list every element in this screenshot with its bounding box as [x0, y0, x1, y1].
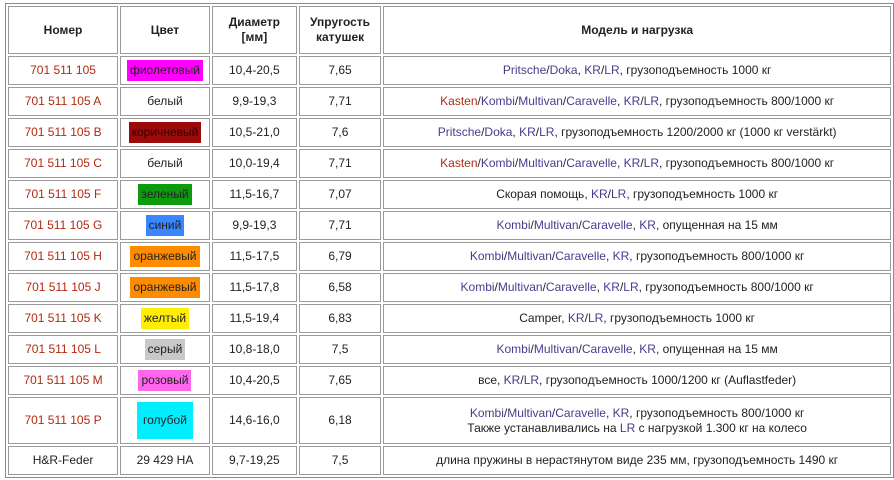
model-text: / [578, 342, 582, 356]
color-swatch: белый [144, 91, 185, 112]
model-link[interactable]: Pritsche [437, 125, 482, 139]
model-link[interactable]: LR [523, 373, 540, 387]
cell-color [120, 366, 210, 395]
cell-elasticity: 6,58 [299, 273, 381, 302]
model-text: / [542, 280, 546, 294]
cell-color [120, 87, 210, 116]
part-number-link[interactable]: 701 511 105 H [24, 249, 102, 263]
cell-elasticity: 7,5 [299, 446, 381, 475]
header-diameter [212, 6, 297, 54]
table-row [8, 304, 891, 333]
cell-number [8, 87, 118, 116]
part-number-link[interactable]: 701 511 105 F [24, 187, 102, 201]
cell-color [120, 304, 210, 333]
model-text: / [584, 311, 588, 325]
table-row [8, 273, 891, 302]
cell-diameter: 9,7-19,25 [212, 446, 297, 475]
cell-number [8, 118, 118, 147]
part-number-link[interactable]: 701 511 105 P [24, 413, 102, 427]
model-text: / [477, 156, 481, 170]
table-row [8, 242, 891, 271]
cell-number [8, 273, 118, 302]
cell-color [120, 180, 210, 209]
model-text: / [551, 405, 556, 420]
color-swatch: фиолетовый [127, 60, 203, 81]
part-number-link[interactable]: 701 511 105 J [25, 280, 101, 294]
color-code: 29 429 HA [136, 453, 194, 467]
model-text: , [596, 280, 604, 294]
model-text: с нагрузкой 1.300 кг на колесо [635, 420, 807, 435]
model-link[interactable]: KR [503, 373, 521, 387]
color-swatch: серый [145, 339, 186, 360]
cell-elasticity: 7,71 [299, 149, 381, 178]
model-text: , грузоподъемность 1200/2000 кг (1000 кг verstärkt) [554, 125, 837, 139]
part-number-link[interactable]: 701 511 105 G [23, 218, 103, 232]
model-text: / [514, 94, 519, 108]
cell-color [120, 118, 210, 147]
model-link[interactable]: Doka [549, 63, 578, 77]
model-link[interactable]: LR [623, 280, 639, 294]
model-link[interactable]: Kombi [469, 405, 504, 420]
cell-diameter: 9,9-19,3 [212, 211, 297, 240]
cell-diameter: 11,5-16,7 [212, 180, 297, 209]
cell-number [8, 211, 118, 240]
header-diameter-line1: Диаметр [228, 15, 280, 29]
cell-elasticity: 7,71 [299, 211, 381, 240]
color-swatch: коричневый [129, 122, 202, 143]
cell-model [383, 118, 891, 147]
cell-elasticity: 6,18 [299, 397, 381, 444]
model-text: / [520, 373, 524, 387]
model-text: , грузоподъемность 800/1000 кг [629, 249, 805, 263]
cell-model [383, 304, 891, 333]
model-text: Скорая помощь, [496, 187, 591, 201]
header-model: Модель и нагрузка [383, 6, 891, 54]
model-link[interactable]: Caravelle [581, 218, 633, 232]
model-link[interactable]: Pritsche [502, 63, 547, 77]
table-body [8, 56, 891, 475]
cell-elasticity: 7,07 [299, 180, 381, 209]
model-text: / [530, 218, 534, 232]
model-link[interactable]: Doka [484, 125, 513, 139]
header-elasticity [299, 6, 381, 54]
cell-number [8, 180, 118, 209]
model-link[interactable]: Multivan [533, 218, 579, 232]
cell-model [383, 180, 891, 209]
cell-elasticity: 6,79 [299, 242, 381, 271]
model-link[interactable]: Kasten [440, 156, 478, 170]
color-swatch: белый [144, 153, 185, 174]
cell-model [383, 273, 891, 302]
model-link[interactable]: LR [619, 420, 636, 435]
cell-color [120, 397, 210, 444]
model-link[interactable]: KR [519, 125, 536, 139]
table-row [8, 335, 891, 364]
model-text: / [562, 94, 567, 108]
model-text: , [632, 342, 640, 356]
model-link[interactable]: Kombi [496, 218, 531, 232]
model-text: / [494, 280, 498, 294]
model-link[interactable]: KR [603, 280, 620, 294]
cell-color [120, 149, 210, 178]
cell-diameter: 11,5-19,4 [212, 304, 297, 333]
cell-diameter: 11,5-17,5 [212, 242, 297, 271]
model-text: / [477, 94, 481, 108]
model-link[interactable]: Kombi [496, 342, 531, 356]
color-swatch: розовый [138, 370, 191, 391]
part-number-link[interactable]: 701 511 105 C [24, 156, 102, 170]
cell-model [383, 446, 891, 475]
cell-color [120, 335, 210, 364]
model-link[interactable]: Caravelle [555, 405, 606, 420]
model-text: , грузоподъемность 1000/1200 кг (Auflastfeder) [539, 373, 797, 387]
table-row [8, 211, 891, 240]
table-row [8, 56, 891, 85]
part-number-link[interactable]: 701 511 105 L [25, 342, 101, 356]
cell-number [8, 335, 118, 364]
model-link[interactable]: KR [612, 405, 630, 420]
model-text: Также устанавливались на [467, 420, 620, 435]
cell-model [383, 366, 891, 395]
model-text: , грузоподъемность 800/1000 кг [629, 405, 805, 420]
table-row [8, 446, 891, 475]
model-link[interactable]: KR [612, 249, 630, 263]
model-text: / [503, 405, 508, 420]
cell-number [8, 397, 118, 444]
table-row [8, 87, 891, 116]
model-link[interactable]: Caravelle [545, 280, 597, 294]
model-link[interactable]: Kombi [469, 249, 504, 263]
color-swatch: оранжевый [130, 277, 199, 298]
cell-color [120, 242, 210, 271]
part-number-link: H&R-Feder [32, 453, 94, 467]
model-text: / [535, 125, 540, 139]
cell-model [383, 335, 891, 364]
cell-model [383, 211, 891, 240]
model-link[interactable]: Caravelle [555, 249, 606, 263]
model-link[interactable]: Caravelle [566, 156, 617, 170]
part-number-link[interactable]: 701 511 105 B [24, 125, 102, 139]
cell-color [120, 446, 210, 475]
color-swatch: оранжевый [130, 246, 199, 267]
model-text: , опущенная на 15 мм [655, 218, 778, 232]
cell-model [383, 56, 891, 85]
cell-number [8, 242, 118, 271]
model-link[interactable]: Kombi [480, 156, 515, 170]
model-link[interactable]: Kasten [440, 94, 478, 108]
model-text: / [578, 218, 582, 232]
model-text: / [503, 249, 508, 263]
model-link[interactable]: KR [623, 94, 641, 108]
header-elasticity-line2: катушек [315, 30, 365, 44]
cell-diameter: 10,8-18,0 [212, 335, 297, 364]
model-text: / [600, 63, 605, 77]
model-link[interactable]: KR [639, 342, 656, 356]
part-number-link[interactable]: 701 511 105 K [24, 311, 102, 325]
cell-number [8, 149, 118, 178]
model-link[interactable]: KR [623, 156, 641, 170]
model-link[interactable]: Caravelle [566, 94, 617, 108]
model-text: , опущенная на 15 мм [655, 342, 778, 356]
cell-elasticity: 7,65 [299, 56, 381, 85]
model-text: , грузоподъемность 800/1000 кг [659, 156, 835, 170]
model-link[interactable]: KR [590, 187, 608, 201]
header-number: Номер [8, 6, 118, 54]
color-swatch: зеленый [138, 184, 191, 205]
model-text: / [546, 63, 550, 77]
model-text: , [605, 405, 613, 420]
cell-diameter: 10,4-20,5 [212, 366, 297, 395]
cell-model [383, 87, 891, 116]
model-link[interactable]: Multivan [518, 94, 563, 108]
model-link[interactable]: LR [643, 156, 659, 170]
model-link[interactable]: LR [587, 311, 604, 325]
model-link[interactable]: Multivan [533, 342, 579, 356]
color-swatch: желтый [141, 308, 189, 329]
model-text: , [632, 218, 640, 232]
table-row [8, 149, 891, 178]
table-row [8, 366, 891, 395]
color-swatch: голубой [137, 402, 193, 439]
spring-table-container [5, 3, 894, 478]
cell-diameter: 11,5-17,8 [212, 273, 297, 302]
cell-elasticity: 6,83 [299, 304, 381, 333]
model-link[interactable]: LR [604, 63, 620, 77]
model-text: / [530, 342, 534, 356]
cell-model [383, 397, 891, 444]
header-row [8, 6, 891, 54]
model-text: / [562, 156, 567, 170]
model-link[interactable]: Caravelle [581, 342, 633, 356]
cell-diameter: 10,5-21,0 [212, 118, 297, 147]
cell-diameter: 10,0-19,4 [212, 149, 297, 178]
part-number-link[interactable]: 701 511 105 A [24, 94, 102, 108]
model-link[interactable]: Kombi [460, 280, 495, 294]
header-diameter-line2: [мм] [241, 30, 268, 44]
cell-number [8, 366, 118, 395]
cell-diameter: 10,4-20,5 [212, 56, 297, 85]
model-text: , грузоподъемность 800/1000 кг [659, 94, 835, 108]
model-text: , [512, 125, 520, 139]
cell-model [383, 149, 891, 178]
model-text: / [551, 249, 556, 263]
model-text: / [514, 156, 519, 170]
model-text: длина пружины в нерастянутом виде 235 мм, грузоподъемность 1490 кг [436, 453, 839, 467]
model-text: / [607, 187, 611, 201]
part-number-link[interactable]: 701 511 105 [30, 63, 96, 77]
model-text: , [616, 94, 624, 108]
table-row [8, 397, 891, 444]
cell-color [120, 56, 210, 85]
model-text: , грузоподъемность 800/1000 кг [638, 280, 814, 294]
color-swatch: синий [146, 215, 185, 236]
cell-elasticity: 7,6 [299, 118, 381, 147]
cell-elasticity: 7,71 [299, 87, 381, 116]
model-link[interactable]: Multivan [497, 280, 543, 294]
spring-table [5, 3, 894, 478]
cell-diameter: 9,9-19,3 [212, 87, 297, 116]
model-text: / [640, 94, 644, 108]
header-elasticity-line1: Упругость [310, 15, 371, 29]
header-color: Цвет [120, 6, 210, 54]
model-text: / [481, 125, 485, 139]
model-link[interactable]: Multivan [518, 156, 563, 170]
model-link[interactable]: KR [567, 311, 585, 325]
model-link[interactable]: Multivan [507, 405, 552, 420]
model-text: , грузоподъемность 1000 кг [626, 187, 779, 201]
table-row [8, 118, 891, 147]
part-number-link[interactable]: 701 511 105 M [23, 373, 103, 387]
model-text: , [616, 156, 624, 170]
model-link[interactable]: Multivan [507, 249, 552, 263]
model-text: / [619, 280, 624, 294]
model-text: , [577, 63, 585, 77]
cell-color [120, 211, 210, 240]
model-text: Camper, [519, 311, 568, 325]
model-text: , грузоподъемность 1000 кг [619, 63, 772, 77]
model-link[interactable]: LR [643, 94, 659, 108]
cell-number [8, 304, 118, 333]
model-link[interactable]: KR [639, 218, 656, 232]
cell-number [8, 56, 118, 85]
model-text: , [605, 249, 613, 263]
cell-elasticity: 7,5 [299, 335, 381, 364]
model-text: / [640, 156, 644, 170]
model-link[interactable]: Kombi [480, 94, 515, 108]
model-link[interactable]: KR [584, 63, 601, 77]
model-link[interactable]: LR [539, 125, 555, 139]
cell-elasticity: 7,65 [299, 366, 381, 395]
cell-number [8, 446, 118, 475]
cell-model [383, 242, 891, 271]
table-row [8, 180, 891, 209]
model-text: все, [478, 373, 504, 387]
model-link[interactable]: LR [611, 187, 627, 201]
cell-color [120, 273, 210, 302]
model-text: , грузоподъемность 1000 кг [603, 311, 756, 325]
cell-diameter: 14,6-16,0 [212, 397, 297, 444]
